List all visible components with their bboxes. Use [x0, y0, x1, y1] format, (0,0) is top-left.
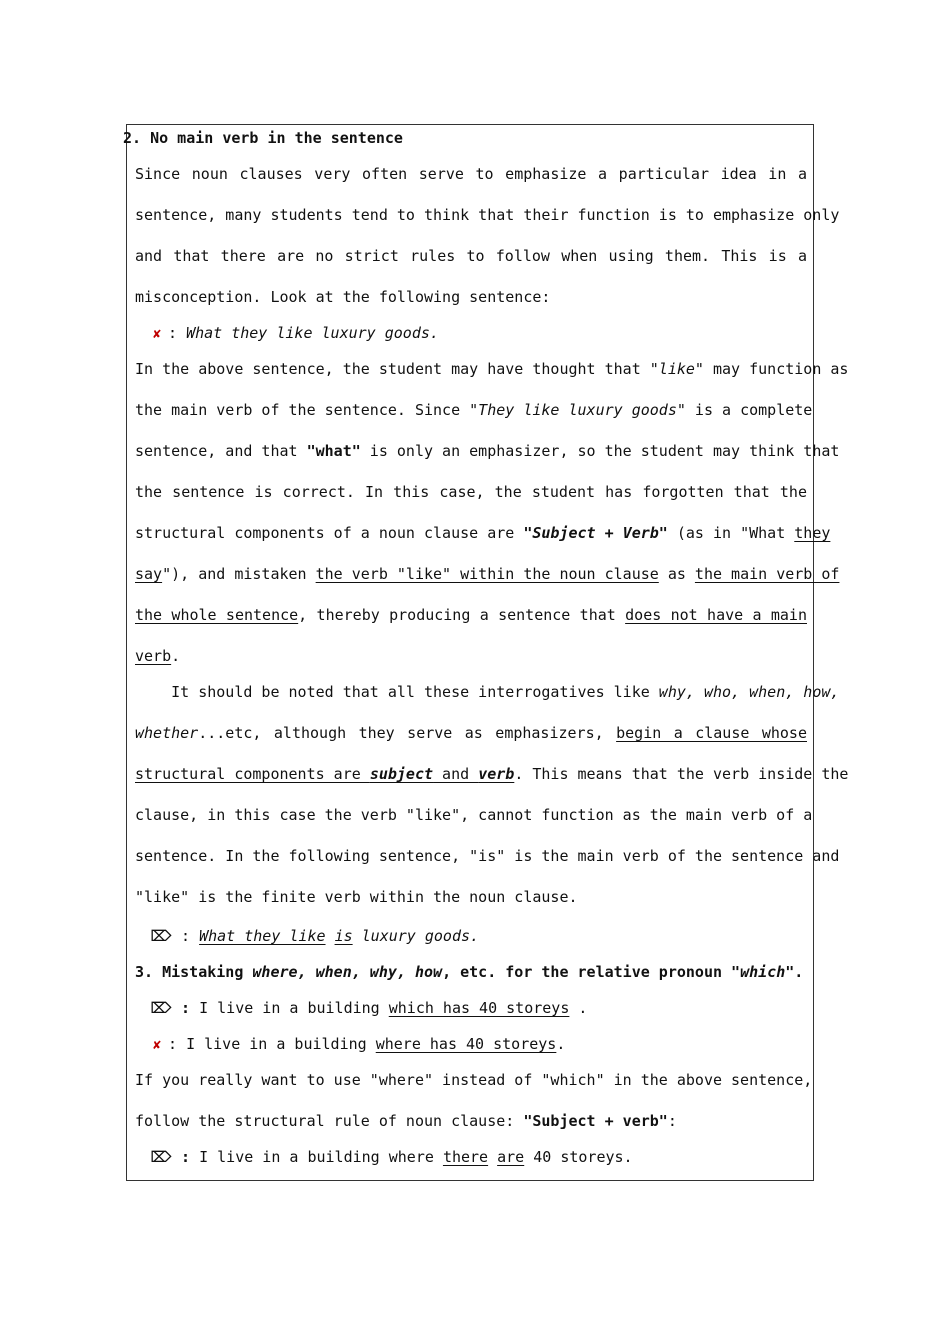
paragraph-line: the whole sentence, thereby producing a sentence that does not have a main: [135, 606, 807, 624]
cross-icon: ✘: [153, 1038, 161, 1053]
check-box-icon: ⌦: [150, 927, 172, 945]
section-heading-3: 3. Mistaking where, when, why, how, etc. for the relative pronoun "which".: [135, 963, 804, 981]
paragraph-line: Since noun clauses very often serve to emphasize a particular idea in a: [135, 165, 807, 183]
paragraph-line: whether...etc, although they serve as emphasizers, begin a clause whose: [135, 724, 807, 742]
paragraph-line: sentence, and that "what" is only an emphasizer, so the student may think that: [135, 442, 840, 460]
paragraph-line: sentence, many students tend to think that their function is to emphasize only: [135, 206, 840, 224]
cross-icon: ✘: [153, 327, 161, 342]
paragraph-line: clause, in this case the verb "like", cannot function as the main verb of a: [135, 806, 813, 824]
paragraph-line: structural components of a noun clause are "Subject + Verb" (as in "What they: [135, 524, 831, 542]
section-heading-2: 2. No main verb in the sentence: [123, 129, 403, 147]
paragraph-line: If you really want to use "where" instead of "which" in the above sentence,: [135, 1071, 813, 1089]
paragraph-line: the sentence is correct. In this case, the student has forgotten that the: [135, 483, 807, 501]
paragraph-line: and that there are no strict rules to follow when using them. This is a: [135, 247, 807, 265]
paragraph-line: say"), and mistaken the verb "like" within the noun clause as the main verb of: [135, 565, 840, 583]
correct-example-3: ⌦ : I live in a building where there are 40 storeys.: [150, 1148, 633, 1166]
paragraph-line: verb.: [135, 647, 181, 665]
paragraph-line: In the above sentence, the student may have thought that "like" may function as: [135, 360, 849, 378]
paragraph-line: the main verb of the sentence. Since "They like luxury goods" is a complete: [135, 401, 813, 419]
paragraph-line: follow the structural rule of noun clause: "Subject + verb":: [135, 1112, 677, 1130]
paragraph-line: It should be noted that all these interrogatives like why, who, when, how,: [135, 683, 840, 701]
incorrect-example-1: ✘ : What they like luxury goods.: [146, 323, 818, 345]
paragraph-line: sentence. In the following sentence, "is" is the main verb of the sentence and: [135, 847, 840, 865]
correct-example-1: ⌦ : What they like is luxury goods.: [150, 927, 480, 945]
check-box-icon: ⌦: [150, 1148, 172, 1166]
paragraph-line: "like" is the finite verb within the noun clause.: [135, 888, 578, 906]
paragraph-line: structural components are subject and verb. This means that the verb inside the: [135, 765, 849, 783]
paragraph-line: misconception. Look at the following sentence:: [135, 288, 551, 306]
correct-example-2: ⌦ : I live in a building which has 40 storeys .: [150, 999, 588, 1017]
incorrect-example-2: ✘ : I live in a building where has 40 storeys.: [146, 1034, 818, 1056]
check-box-icon: ⌦: [150, 999, 172, 1017]
